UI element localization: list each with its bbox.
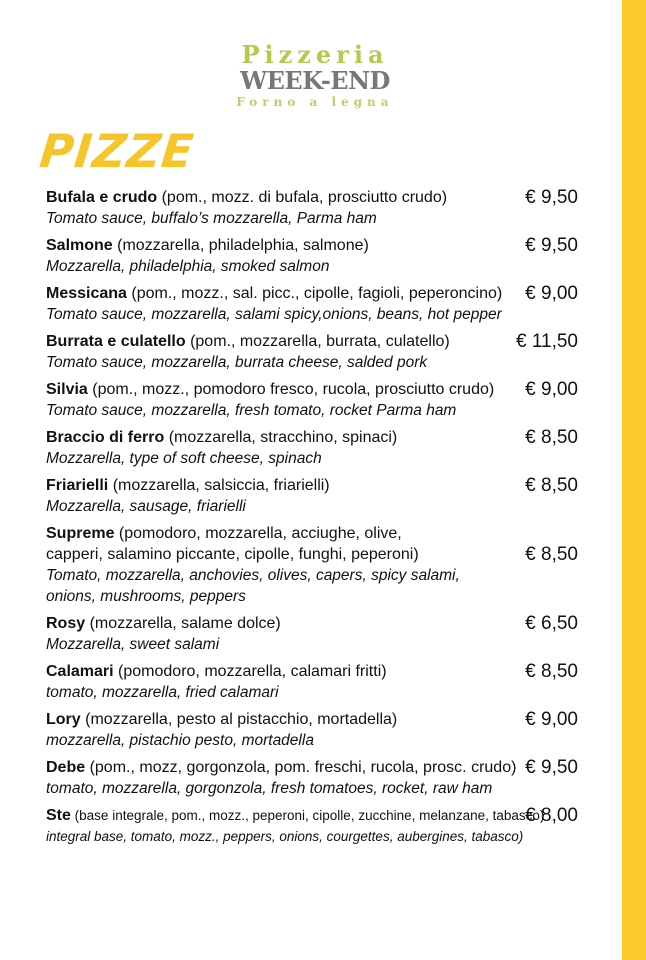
item-ingredients: (pom., mozz. di bufala, prosciutto crudo)	[161, 189, 448, 206]
menu-item	[46, 709, 578, 751]
item-name: Messicana	[46, 285, 127, 302]
item-name: Burrata e culatello	[46, 333, 186, 350]
item-name: Debe	[46, 759, 86, 776]
item-english: Mozzarella, sausage, friarielli	[46, 498, 246, 515]
menu-item	[46, 661, 578, 703]
menu-item	[46, 475, 578, 517]
item-name: Silvia	[46, 381, 88, 398]
item-price: € 8,50	[525, 475, 578, 496]
item-price: € 9,00	[525, 709, 578, 730]
item-price: € 9,50	[525, 235, 578, 256]
item-price: € 9,50	[525, 187, 578, 208]
item-ingredients: (pom., mozz., sal. picc., cipolle, fagioli, peperoncino)	[131, 285, 503, 302]
item-english: tomato, mozzarella, fried calamari	[46, 684, 279, 701]
menu-item	[46, 283, 578, 325]
menu-item	[46, 757, 578, 799]
item-name: Lory	[46, 711, 81, 728]
pizza-menu-list	[46, 187, 578, 853]
item-ingredients: (pomodoro, mozzarella, acciughe, olive,	[118, 525, 402, 542]
item-english: Tomato sauce, buffalo’s mozzarella, Parma ham	[46, 210, 377, 227]
item-ingredients-continued: capperi, salamino piccante, cipolle, funghi, peperoni)	[46, 546, 419, 563]
item-english: tomato, mozzarella, gorgonzola, fresh tomatoes, rocket, raw ham	[46, 780, 493, 797]
item-name: Calamari	[46, 663, 114, 680]
item-english: Tomato sauce, mozzarella, fresh tomato, rocket Parma ham	[46, 402, 457, 419]
item-english: Tomato, mozzarella, anchovies, olives, capers, spicy salami,	[46, 567, 460, 584]
menu-item	[46, 523, 578, 607]
item-english: Mozzarella, philadelphia, smoked salmon	[46, 258, 330, 275]
item-price: € 11,50	[516, 331, 578, 352]
item-name: Supreme	[46, 525, 115, 542]
item-name: Bufala e crudo	[46, 189, 158, 206]
item-price: € 9,00	[525, 283, 578, 304]
yellow-side-stripe	[622, 0, 646, 960]
menu-item	[46, 235, 578, 277]
item-name: Rosy	[46, 615, 86, 632]
item-name: Friarielli	[46, 477, 109, 494]
item-price: € 6,50	[525, 613, 578, 634]
item-price: € 8,00	[525, 805, 578, 826]
menu-item	[46, 613, 578, 655]
item-ingredients: (pomodoro, mozzarella, calamari fritti)	[118, 663, 387, 680]
item-english: Mozzarella, type of soft cheese, spinach	[46, 450, 322, 467]
item-ingredients: (base integrale, pom., mozz., peperoni, cipolle, zucchine, melanzane, tabasco)	[74, 808, 545, 823]
item-price: € 8,50	[525, 427, 578, 448]
item-ingredients: (mozzarella, salame dolce)	[89, 615, 281, 632]
item-ingredients: (pom., mozz., pomodoro fresco, rucola, prosciutto crudo)	[92, 381, 495, 398]
menu-item	[46, 379, 578, 421]
menu-item	[46, 427, 578, 469]
item-english: Mozzarella, sweet salami	[46, 636, 220, 653]
item-ingredients: (mozzarella, pesto al pistacchio, mortadella)	[85, 711, 398, 728]
item-ingredients: (pom., mozzarella, burrata, culatello)	[190, 333, 450, 350]
item-name: Braccio di ferro	[46, 429, 165, 446]
logo-pizzeria-text: Pizzeria	[241, 40, 389, 69]
section-title-pizze: PIZZE	[37, 124, 197, 178]
logo-forno-text: Forno a legna	[236, 95, 394, 109]
pizzeria-logo	[205, 42, 425, 110]
menu-item	[46, 187, 578, 229]
item-price: € 9,00	[525, 379, 578, 400]
item-english: Tomato sauce, mozzarella, salami spicy,onions, beans, hot pepper	[46, 306, 502, 323]
menu-item	[46, 331, 578, 373]
item-price: € 8,50	[525, 661, 578, 682]
item-english: mozzarella, pistachio pesto, mortadella	[46, 732, 314, 749]
item-name: Salmone	[46, 237, 113, 254]
item-english: integral base, tomato, mozz., peppers, onions, courgettes, aubergines, tabasco)	[46, 829, 524, 844]
item-english-continued: onions, mushrooms, peppers	[46, 588, 246, 605]
item-ingredients: (mozzarella, philadelphia, salmone)	[117, 237, 369, 254]
item-english: Tomato sauce, mozzarella, burrata cheese, salded pork	[46, 354, 428, 371]
item-ingredients: (pom., mozz, gorgonzola, pom. freschi, rucola, prosc. crudo)	[89, 759, 517, 776]
item-name: Ste	[46, 807, 71, 824]
item-ingredients: (mozzarella, salsiccia, friarielli)	[112, 477, 330, 494]
item-price: € 9,50	[525, 757, 578, 778]
item-ingredients: (mozzarella, stracchino, spinaci)	[168, 429, 398, 446]
menu-item	[46, 805, 578, 847]
item-price: € 8,50	[525, 544, 578, 565]
logo-weekend-text: WEEK-END	[240, 66, 390, 95]
